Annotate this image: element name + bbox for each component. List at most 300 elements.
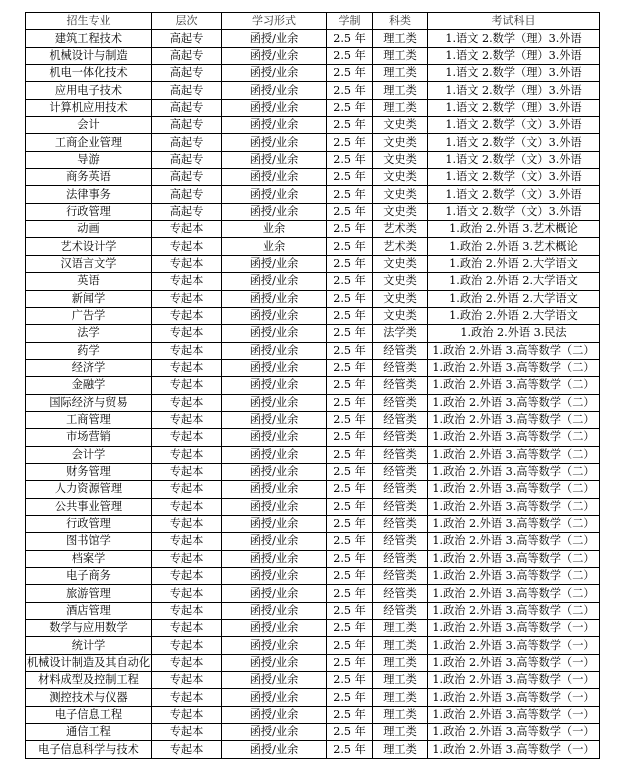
table-row — [26, 394, 600, 411]
exam-subjects-cell: 1.政治 2.外语 3.艺术概论 — [428, 238, 600, 255]
level-cell: 高起专 — [152, 203, 222, 220]
admissions-table-container — [25, 12, 599, 759]
category-cell: 理工类 — [373, 620, 428, 637]
study-mode-cell: 函授/业余 — [222, 99, 327, 116]
level-cell: 专起本 — [152, 273, 222, 290]
exam-subjects-cell: 1.政治 2.外语 2.大学语文 — [428, 290, 600, 307]
duration-cell: 2.5 年 — [327, 463, 373, 480]
table-row — [26, 533, 600, 550]
category-cell: 理工类 — [373, 689, 428, 706]
major-cell: 图书馆学 — [26, 533, 152, 550]
exam-subjects-cell: 1.政治 2.外语 2.大学语文 — [428, 273, 600, 290]
duration-cell: 2.5 年 — [327, 169, 373, 186]
table-row — [26, 203, 600, 220]
duration-cell: 2.5 年 — [327, 238, 373, 255]
category-cell: 理工类 — [373, 99, 428, 116]
category-cell: 艺术类 — [373, 238, 428, 255]
table-row — [26, 47, 600, 64]
duration-cell: 2.5 年 — [327, 481, 373, 498]
level-cell: 专起本 — [152, 654, 222, 671]
level-cell: 专起本 — [152, 342, 222, 359]
duration-cell: 2.5 年 — [327, 134, 373, 151]
exam-subjects-cell: 1.政治 2.外语 3.高等数学（二） — [428, 411, 600, 428]
major-cell: 机械设计与制造 — [26, 47, 152, 64]
level-cell: 高起专 — [152, 169, 222, 186]
study-mode-cell: 函授/业余 — [222, 585, 327, 602]
study-mode-cell: 函授/业余 — [222, 186, 327, 203]
study-mode-cell: 函授/业余 — [222, 706, 327, 723]
major-cell: 经济学 — [26, 359, 152, 376]
category-cell: 文史类 — [373, 255, 428, 272]
level-cell: 专起本 — [152, 550, 222, 567]
duration-cell: 2.5 年 — [327, 394, 373, 411]
level-cell: 专起本 — [152, 498, 222, 515]
major-cell: 工商管理 — [26, 411, 152, 428]
major-cell: 会计 — [26, 117, 152, 134]
category-cell: 法学类 — [373, 325, 428, 342]
major-cell: 数学与应用数学 — [26, 620, 152, 637]
category-cell: 理工类 — [373, 82, 428, 99]
duration-cell: 2.5 年 — [327, 515, 373, 532]
duration-cell: 2.5 年 — [327, 186, 373, 203]
duration-cell: 2.5 年 — [327, 151, 373, 168]
duration-cell: 2.5 年 — [327, 359, 373, 376]
exam-subjects-cell: 1.语文 2.数学（文）3.外语 — [428, 169, 600, 186]
header-category: 科类 — [373, 13, 428, 30]
header-level: 层次 — [152, 13, 222, 30]
level-cell: 专起本 — [152, 689, 222, 706]
exam-subjects-cell: 1.政治 2.外语 3.高等数学（一） — [428, 706, 600, 723]
major-cell: 导游 — [26, 151, 152, 168]
major-cell: 广告学 — [26, 307, 152, 324]
duration-cell: 2.5 年 — [327, 654, 373, 671]
duration-cell: 2.5 年 — [327, 620, 373, 637]
level-cell: 专起本 — [152, 307, 222, 324]
level-cell: 专起本 — [152, 637, 222, 654]
category-cell: 经管类 — [373, 377, 428, 394]
level-cell: 高起专 — [152, 82, 222, 99]
duration-cell: 2.5 年 — [327, 117, 373, 134]
duration-cell: 2.5 年 — [327, 533, 373, 550]
table-row — [26, 654, 600, 671]
duration-cell: 2.5 年 — [327, 637, 373, 654]
category-cell: 经管类 — [373, 342, 428, 359]
exam-subjects-cell: 1.语文 2.数学（文）3.外语 — [428, 203, 600, 220]
major-cell: 材料成型及控制工程 — [26, 672, 152, 689]
exam-subjects-cell: 1.语文 2.数学（文）3.外语 — [428, 134, 600, 151]
duration-cell: 2.5 年 — [327, 325, 373, 342]
study-mode-cell: 函授/业余 — [222, 290, 327, 307]
level-cell: 专起本 — [152, 741, 222, 758]
category-cell: 艺术类 — [373, 221, 428, 238]
table-row — [26, 273, 600, 290]
category-cell: 文史类 — [373, 273, 428, 290]
duration-cell: 2.5 年 — [327, 65, 373, 82]
category-cell: 文史类 — [373, 117, 428, 134]
category-cell: 经管类 — [373, 481, 428, 498]
level-cell: 专起本 — [152, 394, 222, 411]
level-cell: 高起专 — [152, 117, 222, 134]
level-cell: 专起本 — [152, 585, 222, 602]
major-cell: 行政管理 — [26, 203, 152, 220]
table-header-row — [26, 13, 600, 30]
table-row — [26, 359, 600, 376]
major-cell: 应用电子技术 — [26, 82, 152, 99]
duration-cell: 2.5 年 — [327, 30, 373, 47]
exam-subjects-cell: 1.政治 2.外语 3.民法 — [428, 325, 600, 342]
header-duration: 学制 — [327, 13, 373, 30]
exam-subjects-cell: 1.语文 2.数学（理）3.外语 — [428, 65, 600, 82]
study-mode-cell: 函授/业余 — [222, 498, 327, 515]
table-row — [26, 550, 600, 567]
major-cell: 行政管理 — [26, 515, 152, 532]
duration-cell: 2.5 年 — [327, 273, 373, 290]
table-row — [26, 186, 600, 203]
major-cell: 工商企业管理 — [26, 134, 152, 151]
level-cell: 专起本 — [152, 429, 222, 446]
category-cell: 理工类 — [373, 30, 428, 47]
major-cell: 测控技术与仪器 — [26, 689, 152, 706]
table-row — [26, 65, 600, 82]
level-cell: 专起本 — [152, 446, 222, 463]
study-mode-cell: 函授/业余 — [222, 169, 327, 186]
category-cell: 经管类 — [373, 498, 428, 515]
exam-subjects-cell: 1.语文 2.数学（理）3.外语 — [428, 30, 600, 47]
study-mode-cell: 函授/业余 — [222, 672, 327, 689]
study-mode-cell: 函授/业余 — [222, 463, 327, 480]
exam-subjects-cell: 1.语文 2.数学（文）3.外语 — [428, 186, 600, 203]
table-row — [26, 82, 600, 99]
major-cell: 档案学 — [26, 550, 152, 567]
table-row — [26, 724, 600, 741]
category-cell: 理工类 — [373, 65, 428, 82]
major-cell: 酒店管理 — [26, 602, 152, 619]
category-cell: 经管类 — [373, 446, 428, 463]
duration-cell: 2.5 年 — [327, 689, 373, 706]
exam-subjects-cell: 1.政治 2.外语 3.高等数学（二） — [428, 359, 600, 376]
duration-cell: 2.5 年 — [327, 203, 373, 220]
exam-subjects-cell: 1.政治 2.外语 3.高等数学（二） — [428, 515, 600, 532]
major-cell: 汉语言文学 — [26, 255, 152, 272]
duration-cell: 2.5 年 — [327, 724, 373, 741]
study-mode-cell: 函授/业余 — [222, 342, 327, 359]
duration-cell: 2.5 年 — [327, 221, 373, 238]
category-cell: 文史类 — [373, 290, 428, 307]
level-cell: 专起本 — [152, 255, 222, 272]
table-row — [26, 169, 600, 186]
major-cell: 会计学 — [26, 446, 152, 463]
table-row — [26, 30, 600, 47]
table-row — [26, 151, 600, 168]
duration-cell: 2.5 年 — [327, 498, 373, 515]
study-mode-cell: 函授/业余 — [222, 620, 327, 637]
level-cell: 专起本 — [152, 724, 222, 741]
study-mode-cell: 函授/业余 — [222, 654, 327, 671]
exam-subjects-cell: 1.语文 2.数学（理）3.外语 — [428, 47, 600, 64]
study-mode-cell: 函授/业余 — [222, 602, 327, 619]
major-cell: 通信工程 — [26, 724, 152, 741]
duration-cell: 2.5 年 — [327, 446, 373, 463]
study-mode-cell: 函授/业余 — [222, 515, 327, 532]
major-cell: 财务管理 — [26, 463, 152, 480]
table-row — [26, 117, 600, 134]
level-cell: 专起本 — [152, 706, 222, 723]
study-mode-cell: 函授/业余 — [222, 637, 327, 654]
table-row — [26, 377, 600, 394]
level-cell: 高起专 — [152, 47, 222, 64]
level-cell: 高起专 — [152, 134, 222, 151]
table-row — [26, 620, 600, 637]
study-mode-cell: 函授/业余 — [222, 429, 327, 446]
category-cell: 经管类 — [373, 394, 428, 411]
exam-subjects-cell: 1.政治 2.外语 2.大学语文 — [428, 255, 600, 272]
table-row — [26, 689, 600, 706]
study-mode-cell: 函授/业余 — [222, 568, 327, 585]
category-cell: 文史类 — [373, 307, 428, 324]
major-cell: 英语 — [26, 273, 152, 290]
study-mode-cell: 函授/业余 — [222, 724, 327, 741]
study-mode-cell: 函授/业余 — [222, 550, 327, 567]
study-mode-cell: 业余 — [222, 238, 327, 255]
table-row — [26, 672, 600, 689]
major-cell: 计算机应用技术 — [26, 99, 152, 116]
category-cell: 经管类 — [373, 411, 428, 428]
level-cell: 高起专 — [152, 151, 222, 168]
category-cell: 理工类 — [373, 654, 428, 671]
major-cell: 国际经济与贸易 — [26, 394, 152, 411]
category-cell: 理工类 — [373, 741, 428, 758]
table-row — [26, 221, 600, 238]
duration-cell: 2.5 年 — [327, 602, 373, 619]
level-cell: 专起本 — [152, 377, 222, 394]
table-row — [26, 134, 600, 151]
level-cell: 专起本 — [152, 620, 222, 637]
category-cell: 理工类 — [373, 724, 428, 741]
duration-cell: 2.5 年 — [327, 585, 373, 602]
level-cell: 专起本 — [152, 359, 222, 376]
table-row — [26, 481, 600, 498]
exam-subjects-cell: 1.政治 2.外语 3.高等数学（一） — [428, 637, 600, 654]
exam-subjects-cell: 1.政治 2.外语 3.高等数学（二） — [428, 429, 600, 446]
category-cell: 经管类 — [373, 515, 428, 532]
major-cell: 统计学 — [26, 637, 152, 654]
category-cell: 经管类 — [373, 602, 428, 619]
major-cell: 电子信息工程 — [26, 706, 152, 723]
level-cell: 专起本 — [152, 672, 222, 689]
table-body — [26, 30, 600, 758]
table-row — [26, 706, 600, 723]
study-mode-cell: 函授/业余 — [222, 325, 327, 342]
table-row — [26, 411, 600, 428]
header-exam-subjects: 考试科目 — [428, 13, 600, 30]
category-cell: 文史类 — [373, 203, 428, 220]
study-mode-cell: 函授/业余 — [222, 411, 327, 428]
major-cell: 电子信息科学与技术 — [26, 741, 152, 758]
study-mode-cell: 函授/业余 — [222, 446, 327, 463]
major-cell: 艺术设计学 — [26, 238, 152, 255]
category-cell: 经管类 — [373, 359, 428, 376]
level-cell: 专起本 — [152, 221, 222, 238]
exam-subjects-cell: 1.政治 2.外语 3.高等数学（二） — [428, 446, 600, 463]
study-mode-cell: 函授/业余 — [222, 377, 327, 394]
major-cell: 人力资源管理 — [26, 481, 152, 498]
major-cell: 市场营销 — [26, 429, 152, 446]
category-cell: 经管类 — [373, 533, 428, 550]
exam-subjects-cell: 1.政治 2.外语 3.高等数学（一） — [428, 654, 600, 671]
table-row — [26, 446, 600, 463]
table-row — [26, 498, 600, 515]
category-cell: 文史类 — [373, 134, 428, 151]
exam-subjects-cell: 1.政治 2.外语 3.高等数学（二） — [428, 550, 600, 567]
level-cell: 专起本 — [152, 533, 222, 550]
major-cell: 电子商务 — [26, 568, 152, 585]
duration-cell: 2.5 年 — [327, 550, 373, 567]
category-cell: 文史类 — [373, 151, 428, 168]
table-row — [26, 255, 600, 272]
level-cell: 高起专 — [152, 186, 222, 203]
exam-subjects-cell: 1.政治 2.外语 3.高等数学（一） — [428, 724, 600, 741]
major-cell: 机电一体化技术 — [26, 65, 152, 82]
study-mode-cell: 函授/业余 — [222, 47, 327, 64]
table-row — [26, 637, 600, 654]
category-cell: 经管类 — [373, 463, 428, 480]
study-mode-cell: 函授/业余 — [222, 689, 327, 706]
study-mode-cell: 业余 — [222, 221, 327, 238]
table-row — [26, 602, 600, 619]
duration-cell: 2.5 年 — [327, 290, 373, 307]
major-cell: 金融学 — [26, 377, 152, 394]
major-cell: 公共事业管理 — [26, 498, 152, 515]
table-row — [26, 342, 600, 359]
table-row — [26, 290, 600, 307]
duration-cell: 2.5 年 — [327, 741, 373, 758]
exam-subjects-cell: 1.政治 2.外语 3.高等数学（二） — [428, 602, 600, 619]
category-cell: 理工类 — [373, 672, 428, 689]
table-row — [26, 238, 600, 255]
duration-cell: 2.5 年 — [327, 377, 373, 394]
major-cell: 动画 — [26, 221, 152, 238]
category-cell: 经管类 — [373, 568, 428, 585]
exam-subjects-cell: 1.政治 2.外语 3.高等数学（一） — [428, 672, 600, 689]
header-study-mode: 学习形式 — [222, 13, 327, 30]
table-row — [26, 585, 600, 602]
study-mode-cell: 函授/业余 — [222, 481, 327, 498]
category-cell: 文史类 — [373, 169, 428, 186]
major-cell: 新闻学 — [26, 290, 152, 307]
major-cell: 建筑工程技术 — [26, 30, 152, 47]
level-cell: 专起本 — [152, 602, 222, 619]
duration-cell: 2.5 年 — [327, 82, 373, 99]
category-cell: 经管类 — [373, 550, 428, 567]
category-cell: 理工类 — [373, 637, 428, 654]
category-cell: 经管类 — [373, 429, 428, 446]
study-mode-cell: 函授/业余 — [222, 82, 327, 99]
header-major: 招生专业 — [26, 13, 152, 30]
exam-subjects-cell: 1.政治 2.外语 3.高等数学（二） — [428, 533, 600, 550]
study-mode-cell: 函授/业余 — [222, 117, 327, 134]
exam-subjects-cell: 1.政治 2.外语 3.高等数学（二） — [428, 481, 600, 498]
level-cell: 高起专 — [152, 65, 222, 82]
study-mode-cell: 函授/业余 — [222, 394, 327, 411]
exam-subjects-cell: 1.政治 2.外语 3.高等数学（二） — [428, 463, 600, 480]
category-cell: 理工类 — [373, 706, 428, 723]
major-cell: 商务英语 — [26, 169, 152, 186]
level-cell: 高起专 — [152, 30, 222, 47]
major-cell: 法律事务 — [26, 186, 152, 203]
study-mode-cell: 函授/业余 — [222, 134, 327, 151]
duration-cell: 2.5 年 — [327, 307, 373, 324]
level-cell: 专起本 — [152, 568, 222, 585]
study-mode-cell: 函授/业余 — [222, 307, 327, 324]
table-row — [26, 568, 600, 585]
duration-cell: 2.5 年 — [327, 47, 373, 64]
exam-subjects-cell: 1.政治 2.外语 3.高等数学（一） — [428, 741, 600, 758]
category-cell: 理工类 — [373, 47, 428, 64]
exam-subjects-cell: 1.政治 2.外语 3.高等数学（二） — [428, 585, 600, 602]
study-mode-cell: 函授/业余 — [222, 151, 327, 168]
duration-cell: 2.5 年 — [327, 342, 373, 359]
exam-subjects-cell: 1.语文 2.数学（理）3.外语 — [428, 99, 600, 116]
table-row — [26, 307, 600, 324]
table-row — [26, 99, 600, 116]
category-cell: 经管类 — [373, 585, 428, 602]
study-mode-cell: 函授/业余 — [222, 359, 327, 376]
exam-subjects-cell: 1.政治 2.外语 2.大学语文 — [428, 307, 600, 324]
duration-cell: 2.5 年 — [327, 672, 373, 689]
major-cell: 法学 — [26, 325, 152, 342]
major-cell: 机械设计制造及其自动化 — [26, 654, 152, 671]
table-row — [26, 325, 600, 342]
exam-subjects-cell: 1.政治 2.外语 3.高等数学（二） — [428, 568, 600, 585]
exam-subjects-cell: 1.语文 2.数学（文）3.外语 — [428, 117, 600, 134]
exam-subjects-cell: 1.政治 2.外语 3.高等数学（二） — [428, 498, 600, 515]
table-row — [26, 741, 600, 758]
study-mode-cell: 函授/业余 — [222, 533, 327, 550]
duration-cell: 2.5 年 — [327, 99, 373, 116]
study-mode-cell: 函授/业余 — [222, 30, 327, 47]
major-cell: 旅游管理 — [26, 585, 152, 602]
duration-cell: 2.5 年 — [327, 706, 373, 723]
level-cell: 专起本 — [152, 325, 222, 342]
exam-subjects-cell: 1.语文 2.数学（文）3.外语 — [428, 151, 600, 168]
study-mode-cell: 函授/业余 — [222, 255, 327, 272]
exam-subjects-cell: 1.政治 2.外语 3.高等数学（一） — [428, 689, 600, 706]
admissions-table — [25, 12, 600, 759]
study-mode-cell: 函授/业余 — [222, 203, 327, 220]
level-cell: 专起本 — [152, 481, 222, 498]
exam-subjects-cell: 1.政治 2.外语 3.高等数学（二） — [428, 342, 600, 359]
major-cell: 药学 — [26, 342, 152, 359]
level-cell: 专起本 — [152, 463, 222, 480]
table-row — [26, 515, 600, 532]
table-row — [26, 429, 600, 446]
study-mode-cell: 函授/业余 — [222, 273, 327, 290]
exam-subjects-cell: 1.政治 2.外语 3.高等数学（一） — [428, 620, 600, 637]
level-cell: 专起本 — [152, 238, 222, 255]
duration-cell: 2.5 年 — [327, 429, 373, 446]
category-cell: 文史类 — [373, 186, 428, 203]
table-row — [26, 463, 600, 480]
exam-subjects-cell: 1.政治 2.外语 3.艺术概论 — [428, 221, 600, 238]
exam-subjects-cell: 1.语文 2.数学（理）3.外语 — [428, 82, 600, 99]
level-cell: 高起专 — [152, 99, 222, 116]
level-cell: 专起本 — [152, 411, 222, 428]
level-cell: 专起本 — [152, 515, 222, 532]
level-cell: 专起本 — [152, 290, 222, 307]
duration-cell: 2.5 年 — [327, 568, 373, 585]
study-mode-cell: 函授/业余 — [222, 65, 327, 82]
duration-cell: 2.5 年 — [327, 255, 373, 272]
